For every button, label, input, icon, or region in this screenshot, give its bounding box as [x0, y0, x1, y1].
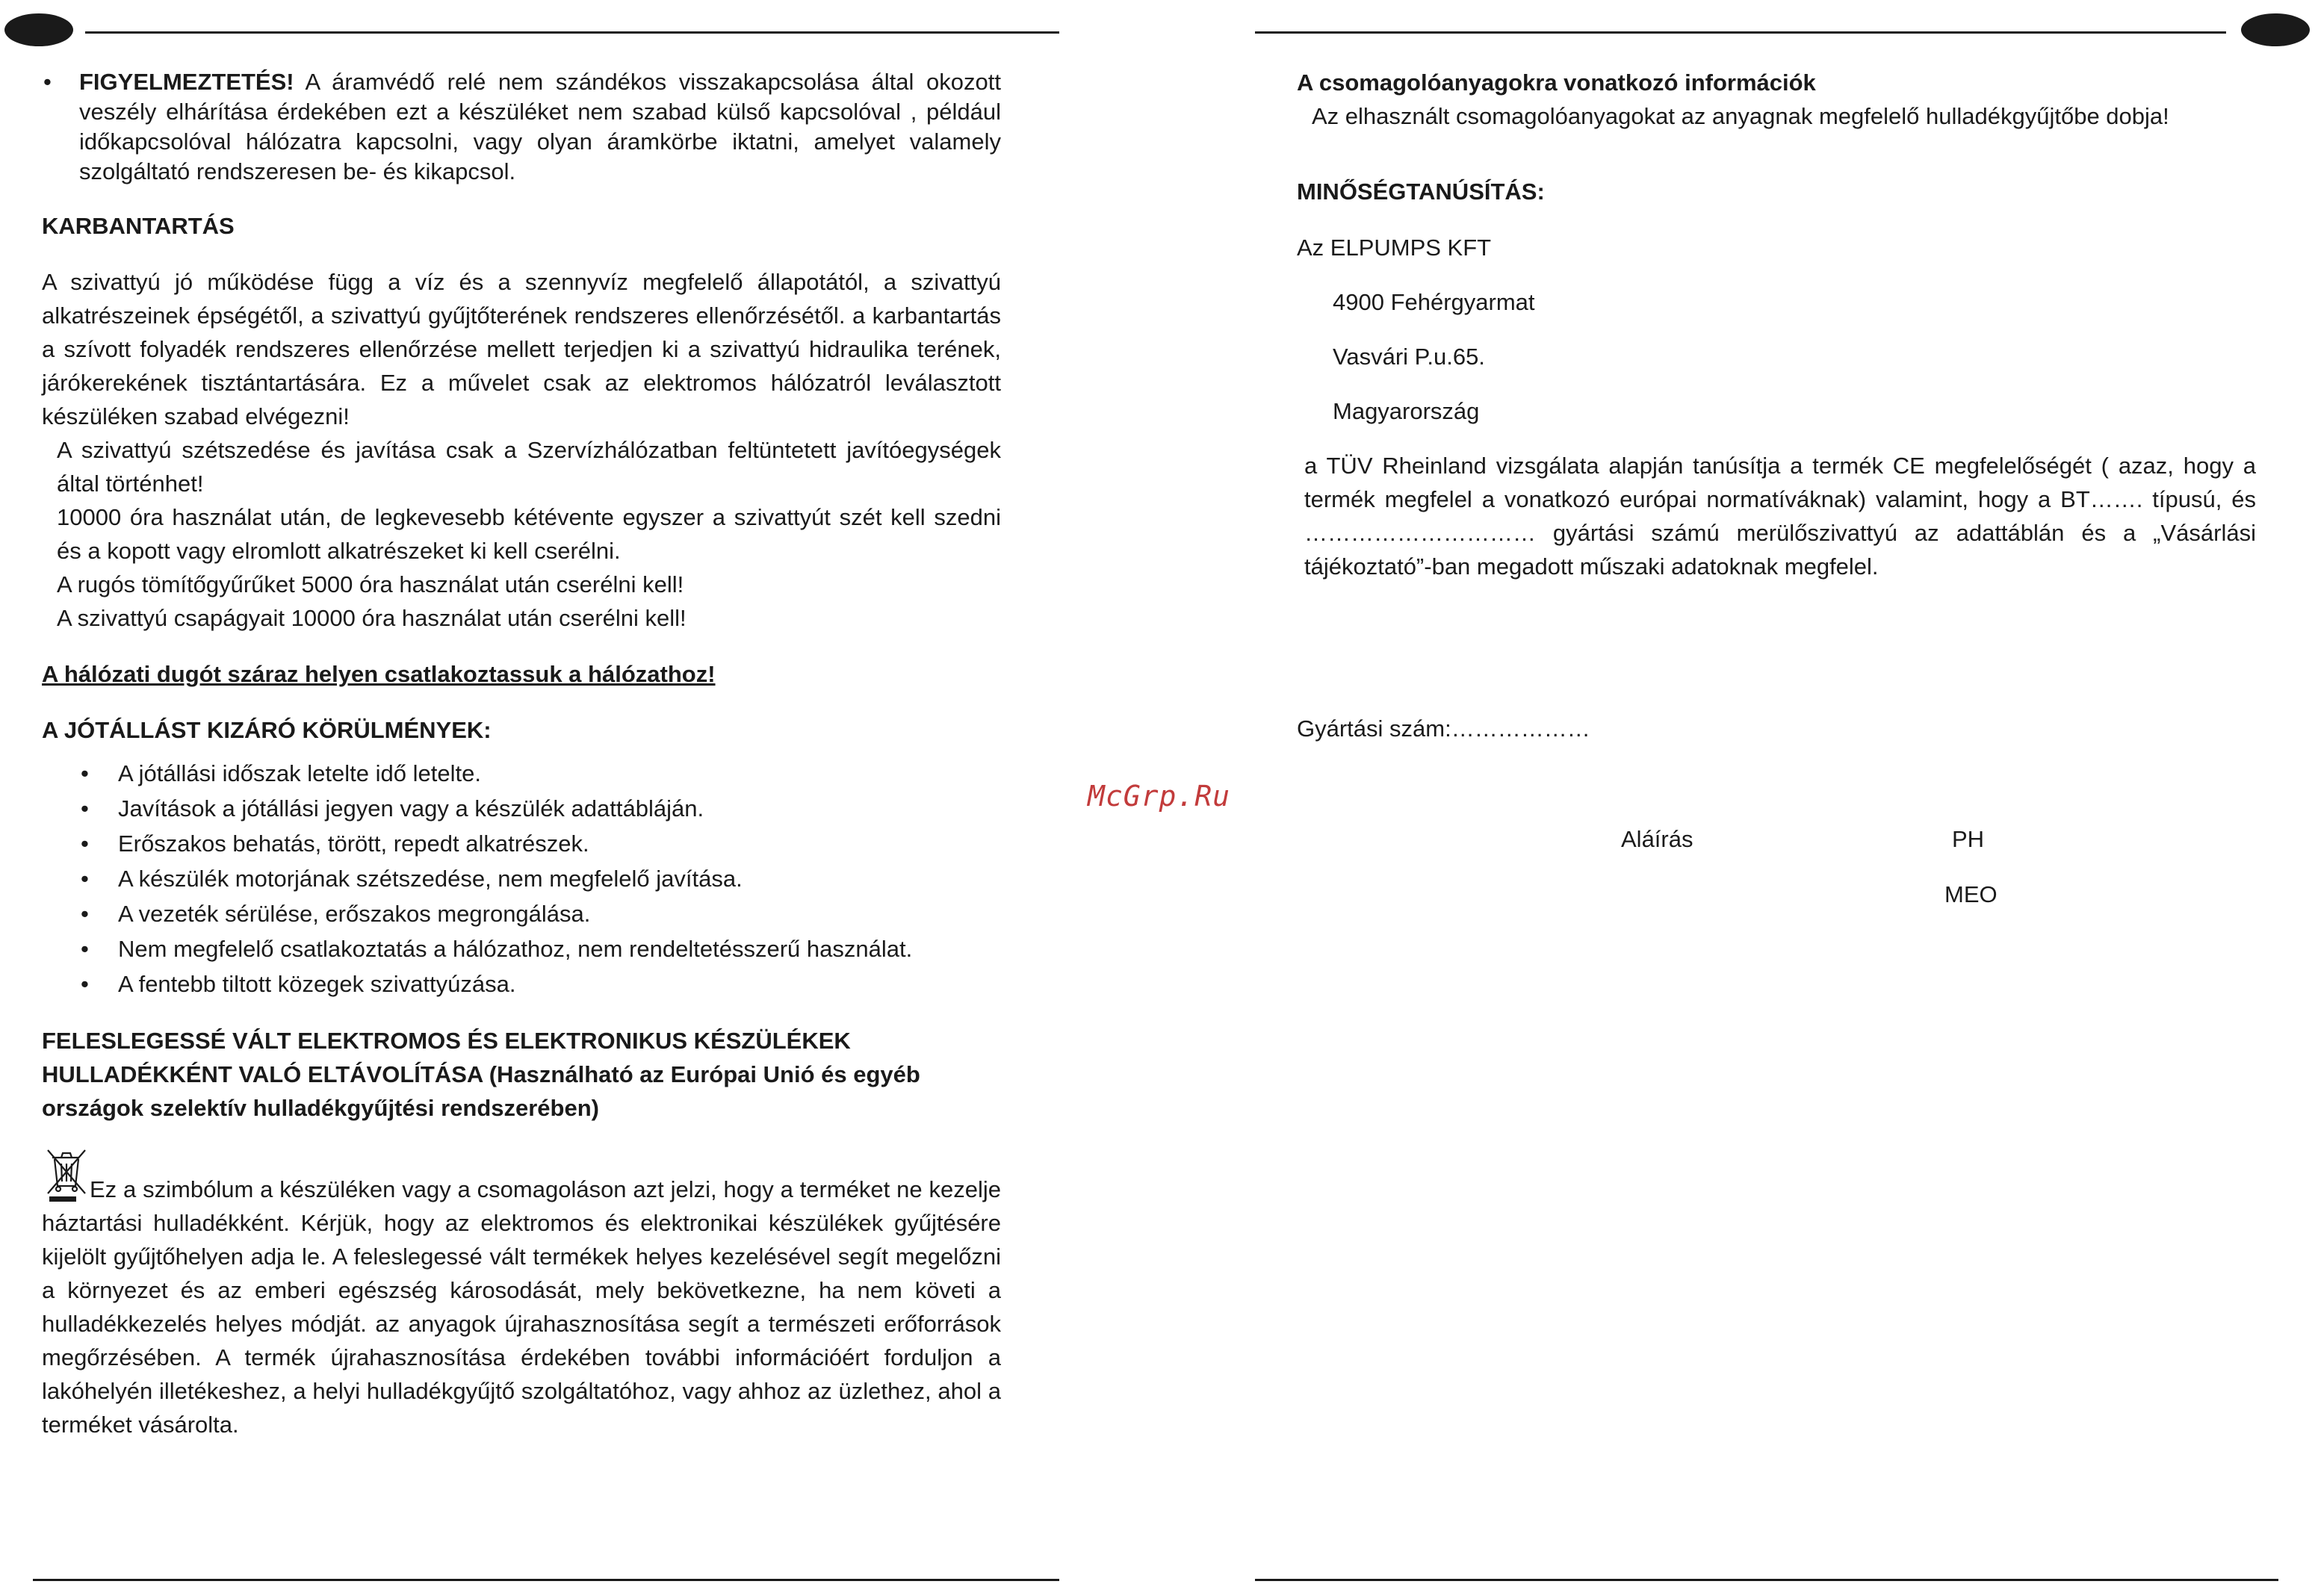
maintenance-paragraph-5: A szivattyú csapágyait 10000 óra használat után cserélni kell! — [57, 605, 687, 631]
country: Magyarország — [1333, 398, 1480, 424]
stamp-label: PH — [1952, 826, 1985, 852]
warning-text: A áramvédő relé nem szándékos visszakapcsolása által okozott veszély elhárítása érdekében ezt a készüléket nem szabad külső kapcsolóval , például időkapcsolóval hálózatra kapcsolni, vagy olyan áramkörbe iktatni, amelyet valamely szolgáltató rendszeresen be- és kikapcsol. — [79, 69, 1001, 184]
qa-label: MEO — [1944, 881, 1998, 907]
header-rule-left — [85, 31, 1059, 34]
footer-rule-right — [1255, 1579, 2278, 1581]
serial-number-line: Gyártási szám:……………… — [1297, 715, 1590, 742]
header-oval-right — [2241, 13, 2310, 46]
weee-title: FELESLEGESSÉ VÁLT ELEKTROMOS ÉS ELEKTRONIKUS KÉSZÜLÉKEK HULLADÉKKÉNT VALÓ ELTÁVOLÍTÁSA (Használható az Európai Unió és egyéb országok szelektív hulladékgyűjtési rendszerében) — [42, 1028, 920, 1121]
address-line-1: 4900 Fehérgyarmat — [1333, 289, 1535, 315]
list-item: • A készülék motorjának szétszedése, nem megfelelő javítása. — [42, 861, 1001, 896]
list-item: • Javítások a jótállási jegyen vagy a készülék adattábláján. — [42, 791, 1001, 826]
address-line-2: Vasvári P.u.65. — [1333, 344, 1485, 370]
right-content — [1297, 66, 2256, 583]
warning-label: FIGYELMEZTETÉS! — [79, 69, 294, 95]
packaging-text: Az elhasznált csomagolóanyagokat az anyagnak megfelelő hulladékgyűjtőbe dobja! — [1312, 103, 2169, 129]
company-name: Az ELPUMPS KFT — [1297, 235, 1492, 261]
watermark: McGrp.Ru — [1088, 780, 1231, 813]
header-oval-left — [4, 13, 73, 46]
warning-list — [42, 67, 1001, 187]
maintenance-paragraph-2: A szivattyú szétszedése és javítása csak a Szervízhálózatban feltüntetett javítóegységek által történhet! — [57, 437, 1001, 497]
list-item: • A vezeték sérülése, erőszakos megrongálása. — [42, 896, 1001, 931]
list-item: • Nem megfelelő csatlakoztatás a hálózathoz, nem rendeltetésszerű használat. — [42, 931, 1001, 966]
signature-label: Aláírás — [1621, 826, 1693, 852]
certification-text: a TÜV Rheinland vizsgálata alapján tanúsítja a termék CE megfelelőségét ( azaz, hogy a termék megfelel a vonatkozó európai normatíváknak) valamint, hogy a BT……. típusú, és ………………………… gyártási számú merülőszivattyú az adattáblán és a „Vásárlási tájékoztató”-ban megadott műszaki adatoknak megfelel. — [1304, 453, 2256, 580]
exclusions-list — [42, 756, 1001, 1002]
header-rule-right — [1255, 31, 2226, 34]
left-page — [0, 0, 1106, 1596]
left-content — [42, 67, 1001, 1441]
right-page — [1195, 0, 2315, 1596]
plug-note: A hálózati dugót száraz helyen csatlakoztassuk a hálózathoz! — [42, 661, 716, 687]
certification-title: MINŐSÉGTANÚSÍTÁS: — [1297, 178, 1545, 205]
list-item: • A fentebb tiltott közegek szivattyúzása. — [42, 966, 1001, 1002]
crossed-bin-icon — [42, 1144, 90, 1204]
exclusions-title: A JÓTÁLLÁST KIZÁRÓ KÖRÜLMÉNYEK: — [42, 717, 492, 743]
footer-rule-left — [33, 1579, 1059, 1581]
list-item: • Erőszakos behatás, törött, repedt alkatrészek. — [42, 826, 1001, 861]
maintenance-paragraph-3: 10000 óra használat után, de legkevesebb kétévente egyszer a szivattyút szét kell szedni és a kopott vagy elromlott alkatrészeket ki kell cserélni. — [57, 504, 1001, 564]
maintenance-paragraph-4: A rugós tömítőgyűrűket 5000 óra használat után cserélni kell! — [57, 571, 684, 597]
packaging-title: A csomagolóanyagokra vonatkozó információk — [1297, 69, 1816, 96]
list-item: • A jótállási időszak letelte idő letelte. — [42, 756, 1001, 791]
maintenance-title: KARBANTARTÁS — [42, 213, 235, 239]
weee-section — [42, 1147, 1001, 1441]
weee-text: Ez a szimbólum a készüléken vagy a csomagoláson azt jelzi, hogy a terméket ne kezelje háztartási hulladékként. Kérjük, hogy az elektromos és elektronikai készülékek gyűjtésére kijelölt gyűjtőhelyen adja le. A feleslegessé vált termékek helyes kezelésével segít megelőzni a környezet és az emberi egészség károsodását, mely bekövetkezne, ha nem követi a hulladékkezelés helyes módját. az anyagok újrahasznosítása segít a természeti erőforrások megőrzésében. A termék újrahasznosítása érdekében további információért forduljon a lakóhelyén illetékeshez, a helyi hulladékgyűjtő szolgáltatóhoz, vagy ahhoz az üzlethez, ahol a terméket vásárolta. — [42, 1176, 1001, 1438]
warning-item — [42, 67, 1001, 187]
maintenance-paragraph-1: A szivattyú jó működése függ a víz és a szennyvíz megfelelő állapotától, a szivattyú alkatrészeinek épségétől, a szivattyú gyűjtőterének rendszeres ellenőrzésétől. a karbantartás a szívott folyadék rendszeres ellenőrzése mellett terjedjen ki a szivattyú hidraulika terének, járókerekének tisztántartására. Ez a művelet csak az elektromos hálózatról leválasztott készüléken szabad elvégezni! — [42, 269, 1001, 429]
